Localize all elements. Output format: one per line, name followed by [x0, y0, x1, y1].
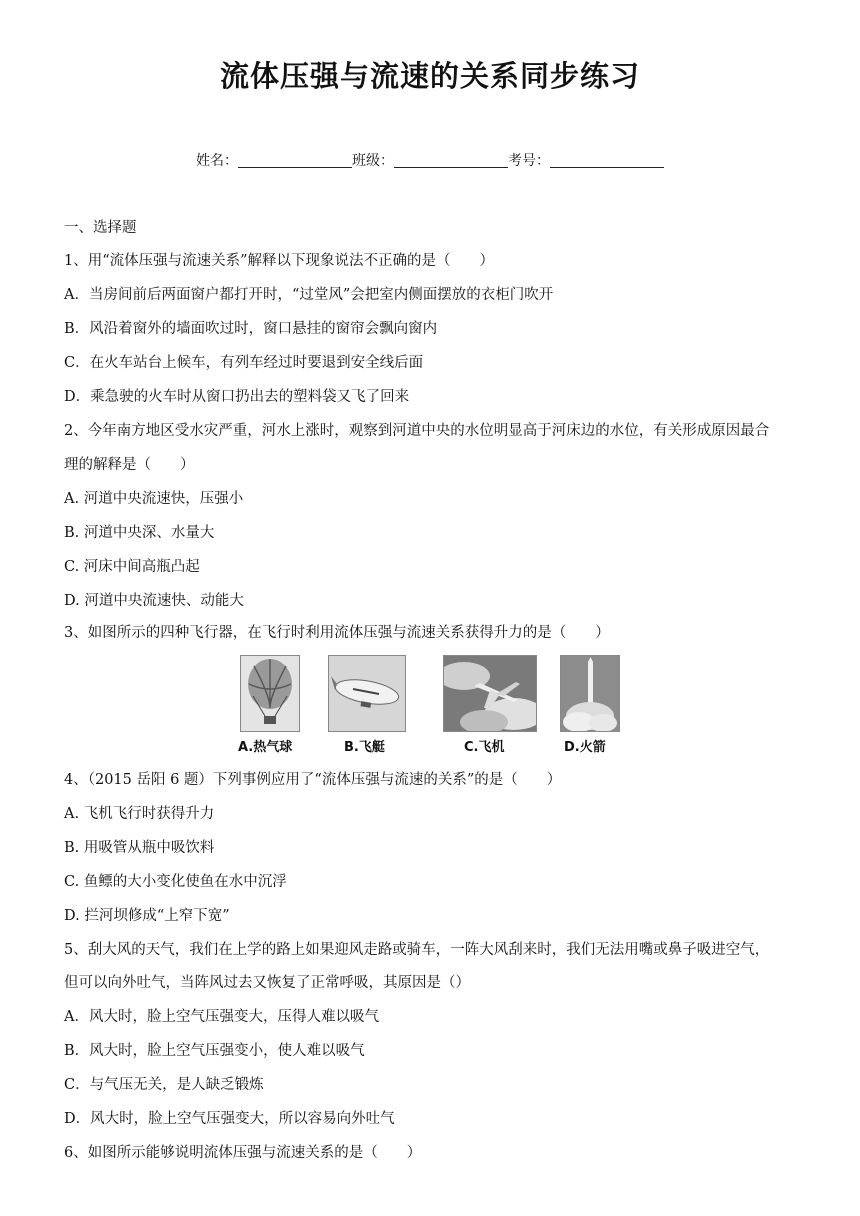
name-blank — [238, 153, 352, 168]
question-5-stem-line-1: 5、刮大风的天气，我们在上学的路上如果迎风走路或骑车，一阵大风刮来时，我们无法用嘴或鼻子吸进空气， — [64, 942, 770, 958]
question-5-option-d: D．风大时，脸上空气压强变大，所以容易向外吐气 — [64, 1111, 395, 1127]
student-info — [0, 150, 860, 170]
question-4-option-b: B. 用吸管从瓶中吸饮料 — [64, 840, 215, 856]
question-2-option-d: D. 河道中央流速快、动能大 — [64, 593, 244, 609]
question-3-stem: 3、如图所示的四种飞行器，在飞行时利用流体压强与流速关系获得升力的是（ ） — [64, 625, 610, 641]
question-1-option-b: B．风沿着窗外的墙面吹过时，窗口悬挂的窗帘会飘向窗内 — [64, 321, 438, 337]
question-4-option-d: D. 拦河坝修成“上窄下宽” — [64, 908, 230, 924]
question-4-stem: 4、（2015 岳阳 6 题）下列事例应用了“流体压强与流速的关系”的是（ ） — [64, 772, 562, 788]
question-2-option-a: A. 河道中央流速快，压强小 — [64, 491, 244, 507]
exam-number-blank — [550, 153, 664, 168]
question-1-option-c: C．在火车站台上候车，有列车经过时要退到安全线后面 — [64, 355, 424, 371]
question-1-stem: 1、用“流体压强与流速关系”解释以下现象说法不正确的是（ ） — [64, 253, 495, 269]
class-blank — [394, 153, 508, 168]
figure-caption-a: A.热气球 — [238, 740, 293, 755]
question-5-stem-line-2: 但可以向外吐气，当阵风过去又恢复了正常呼吸，其原因是（） — [64, 975, 470, 991]
section-heading: 一、选择题 — [64, 220, 137, 236]
name-label: 姓名： — [196, 153, 238, 169]
airplane-image — [443, 655, 537, 732]
aircraft-figure — [238, 655, 623, 757]
question-1-option-d: D．乘急驶的火车时从窗口扔出去的塑料袋又飞了回来 — [64, 389, 410, 405]
figure-caption-b: B.飞艇 — [344, 740, 385, 755]
figure-caption-c: C.飞机 — [464, 740, 505, 755]
airship-image — [328, 655, 406, 732]
question-2-stem-line-2: 理的解释是（ ） — [64, 457, 195, 473]
hot-air-balloon-image — [240, 655, 300, 732]
rocket-image — [560, 655, 620, 732]
question-2-option-b: B. 河道中央深、水量大 — [64, 525, 215, 541]
question-4-option-a: A. 飞机飞行时获得升力 — [64, 806, 215, 822]
figure-caption-d: D.火箭 — [564, 740, 606, 755]
exam-number-label: 考号： — [508, 153, 550, 169]
question-1-option-a: A．当房间前后两面窗户都打开时，“过堂风”会把室内侧面摆放的衣柜门吹开 — [64, 287, 554, 303]
question-5-option-c: C．与气压无关，是人缺乏锻炼 — [64, 1077, 264, 1093]
class-label: 班级： — [352, 153, 394, 169]
question-5-option-b: B．风大时，脸上空气压强变小，使人难以吸气 — [64, 1043, 365, 1059]
question-2-option-c: C. 河床中间高瓶凸起 — [64, 559, 200, 575]
page-title: 流体压强与流速的关系同步练习 — [219, 59, 640, 93]
question-5-option-a: A．风大时，脸上空气压强变大，压得人难以吸气 — [64, 1009, 379, 1025]
question-6-stem: 6、如图所示能够说明流体压强与流速关系的是（ ） — [64, 1145, 422, 1161]
question-4-option-c: C. 鱼鳔的大小变化使鱼在水中沉浮 — [64, 874, 287, 890]
question-2-stem-line-1: 2、今年南方地区受水灾严重，河水上涨时，观察到河道中央的水位明显高于河床边的水位，有关形成原因最合 — [64, 423, 770, 439]
